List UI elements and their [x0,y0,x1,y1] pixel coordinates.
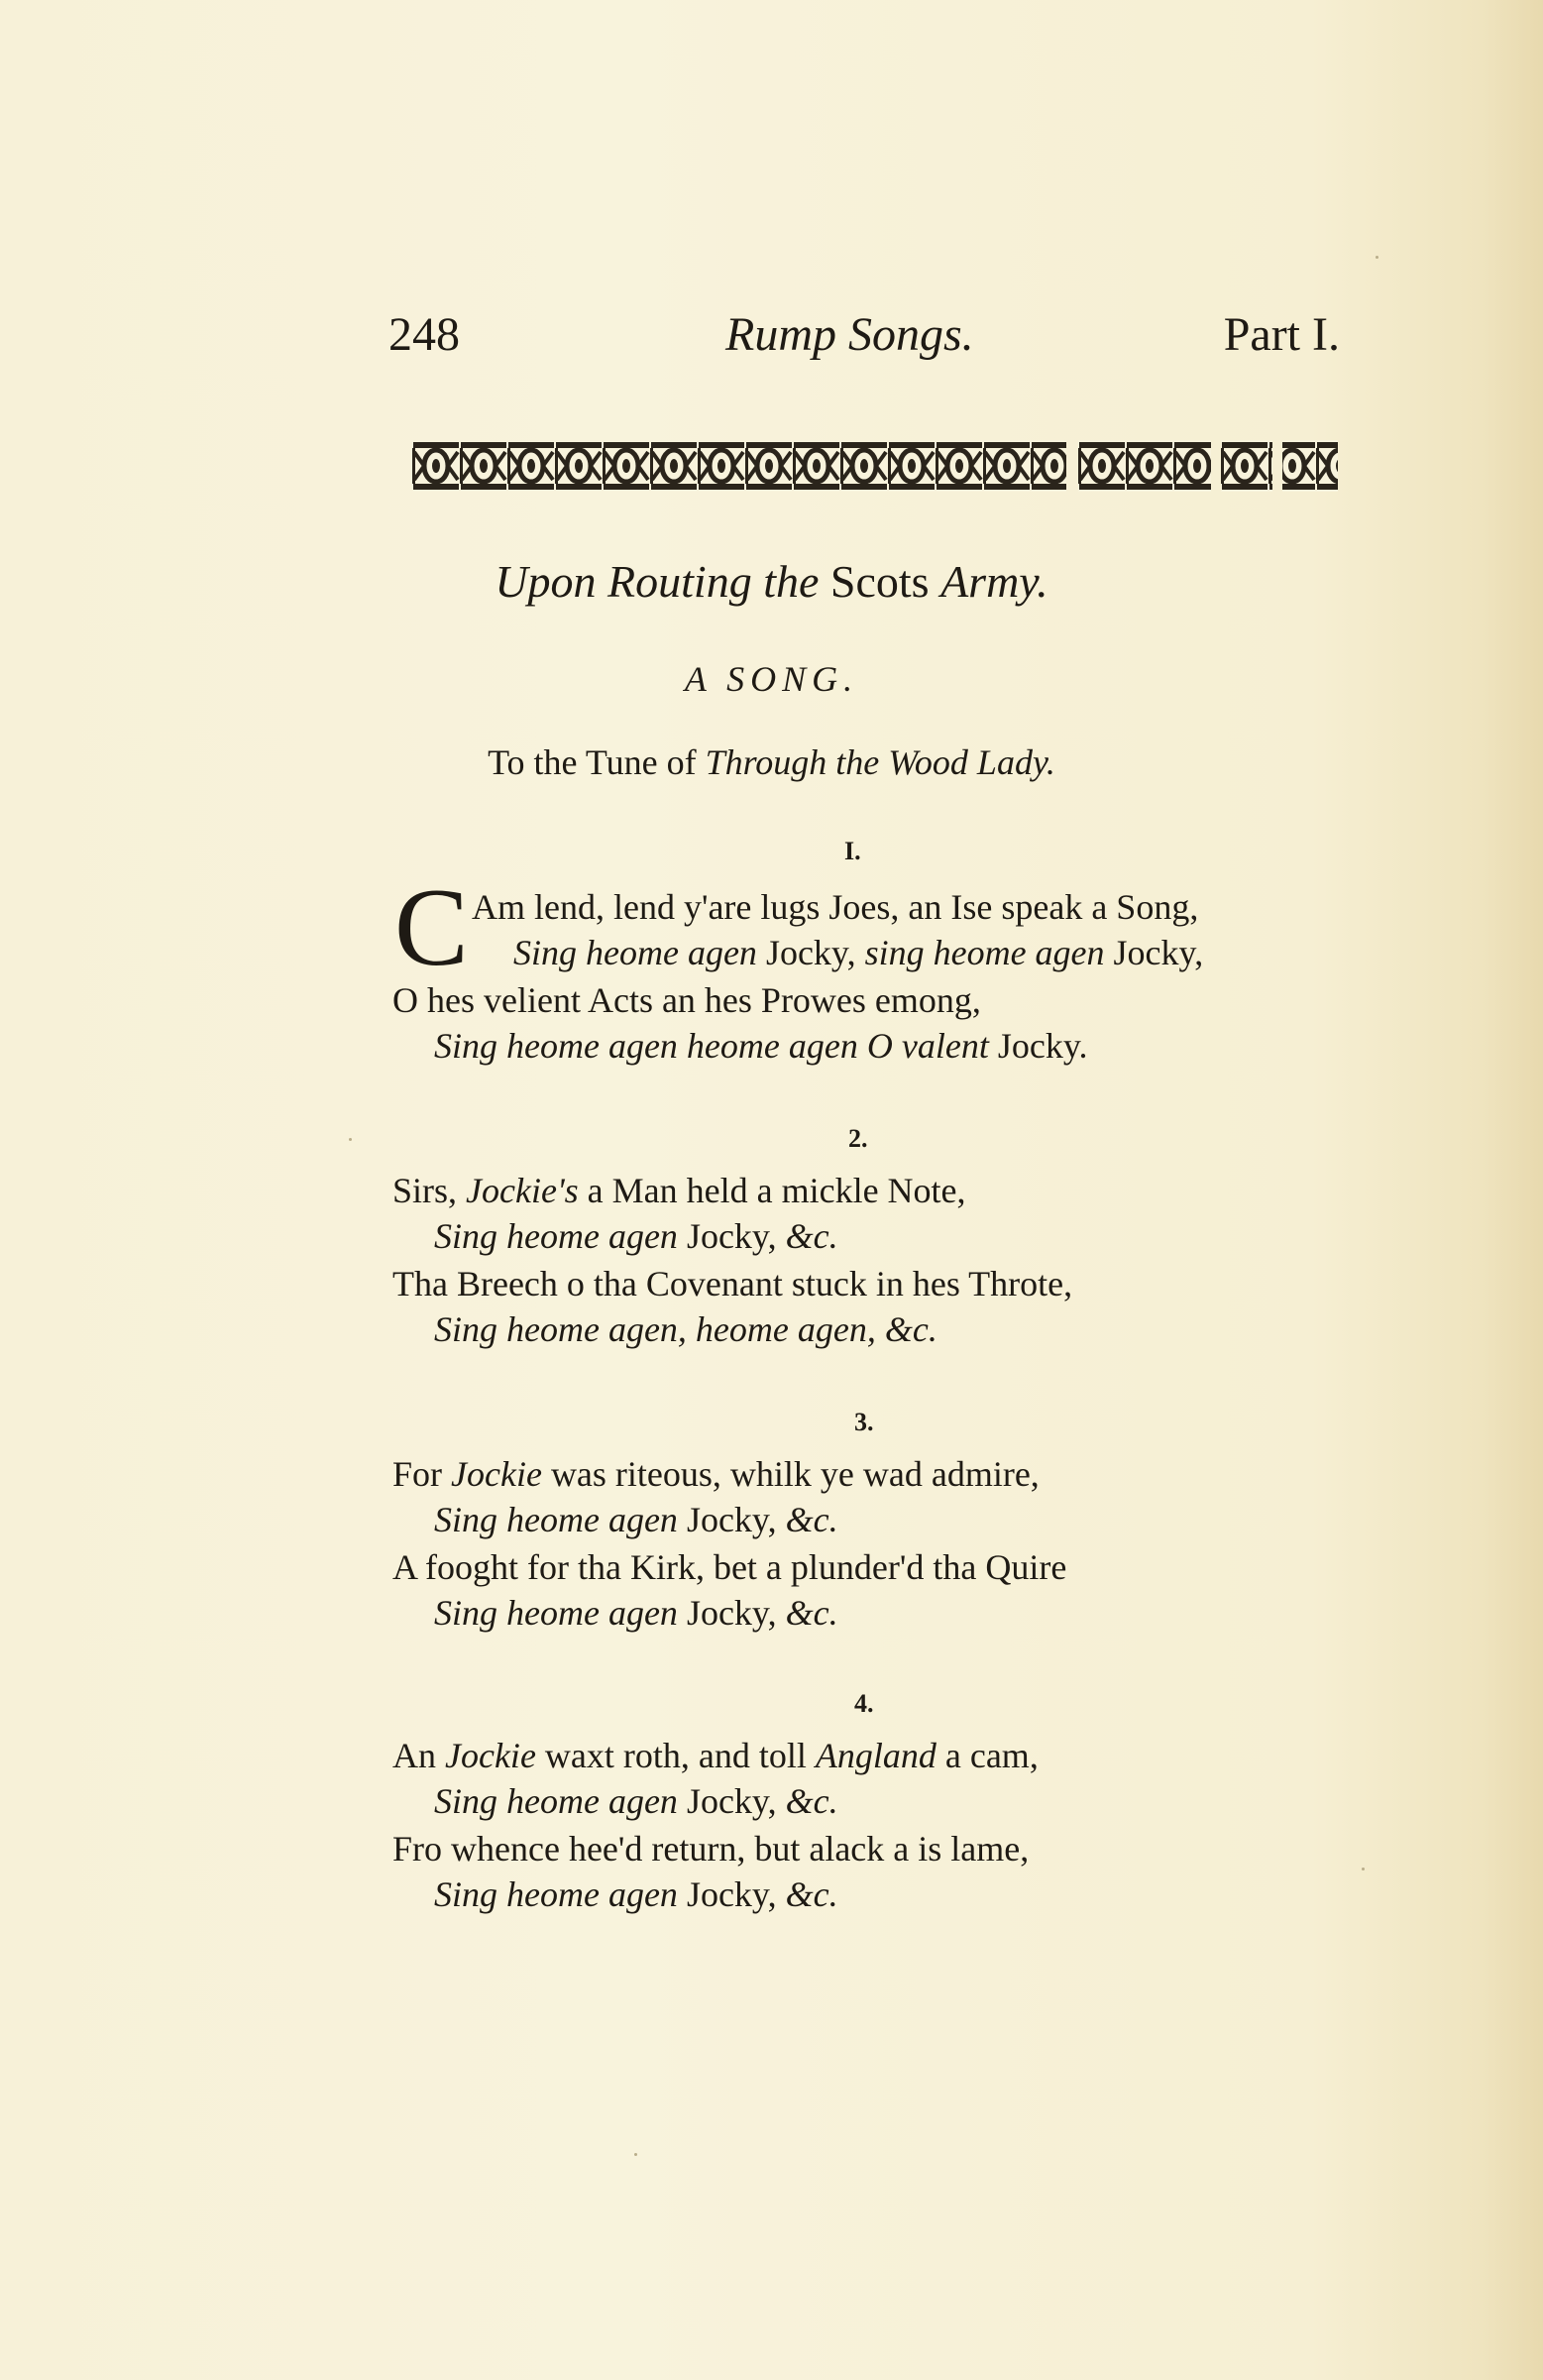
refrain-etc: &c. [785,1593,838,1633]
refrain-text: Sing heome agen [434,1874,678,1914]
refrain-text: Sing heome agen heome agen O valent [434,1026,989,1066]
tune-name: Through the Wood Lady. [705,742,1055,782]
title-part-3: Army. [940,556,1048,607]
refrain-line [434,1215,838,1257]
refrain-name: Jocky, [686,1781,777,1821]
refrain-text: Sing heome agen [434,1216,678,1256]
verse-line: Am lend, lend y'are lugs Joes, an Ise speak a Song, [472,887,1199,927]
verse-line [392,1170,966,1211]
refrain-name: Jocky, [765,933,856,972]
refrain-etc: &c. [785,1874,838,1914]
title-part-1: Upon Routing the [495,556,820,607]
part-label: Part I. [1223,308,1340,361]
song-heading: A SONG. [684,659,859,699]
stanza-number: 4. [854,1689,874,1718]
title-part-2: Scots [829,556,930,607]
refrain-line [434,1592,838,1634]
verse-text: was riteous, whilk ye wad admire, [550,1454,1040,1494]
refrain-name: Jocky, [686,1593,777,1633]
verse-text: An [392,1736,436,1775]
tune-line [0,741,1543,783]
refrain-line: Sing heome agen, heome agen, &c. [434,1309,937,1349]
verse-name: Jockie [445,1736,536,1775]
decorative-headpiece [412,440,1338,492]
refrain-line [434,1499,838,1540]
refrain-name: Jocky. [997,1026,1088,1066]
refrain-line [434,1780,838,1822]
refrain-etc: &c. [785,1216,838,1256]
refrain-line [434,1025,1087,1067]
poem-title [0,555,1543,608]
verse-place: Angland [815,1736,937,1775]
verse-line: A fooght for tha Kirk, bet a plunder'd tha Quire [392,1547,1067,1587]
paper-fleck [634,2153,637,2156]
verse-line: O hes velient Acts an hes Prowes emong, [392,980,981,1020]
refrain-name: Jocky, [686,1500,777,1539]
drop-cap: C [394,866,469,989]
refrain-name: Jocky, [686,1874,777,1914]
running-head [388,307,1340,377]
refrain-name: Jocky, [1113,933,1204,972]
refrain-text: sing heome agen [864,933,1105,972]
verse-text: Sirs, [392,1171,458,1210]
refrain-text: Sing heome agen [434,1781,678,1821]
refrain-etc: &c. [785,1500,838,1539]
paper-fleck [1376,256,1378,259]
running-title: Rump Songs. [725,308,974,361]
verse-text: a cam, [944,1736,1039,1775]
tune-prefix: To the Tune of [488,742,697,782]
refrain-text: Sing heome agen [434,1500,678,1539]
stanza-number: 3. [854,1408,874,1436]
verse-line: Fro whence hee'd return, but alack a is lame, [392,1829,1030,1869]
refrain-text: Sing heome agen [434,1593,678,1633]
refrain-name: Jocky, [686,1216,777,1256]
verse-text: For [392,1454,443,1494]
refrain-line [434,1873,838,1915]
paper-fleck [349,1138,352,1141]
verse-line [392,1453,1040,1495]
verse-name: Jockie [451,1454,542,1494]
stanza-number: I. [844,837,861,865]
verse-text: a Man held a mickle Note, [587,1171,966,1210]
refrain-etc: &c. [785,1781,838,1821]
paper-fleck [1362,1868,1365,1870]
verse-line: Tha Breech o tha Covenant stuck in hes Throte, [392,1264,1073,1303]
stanza-number: 2. [848,1124,868,1153]
page-number: 248 [388,308,460,361]
verse-text: waxt roth, and toll [544,1736,807,1775]
verse-line [392,1735,1039,1776]
refrain-text: Sing heome agen [513,933,757,972]
verse-name: Jockie's [466,1171,579,1210]
refrain-line [513,932,1203,973]
